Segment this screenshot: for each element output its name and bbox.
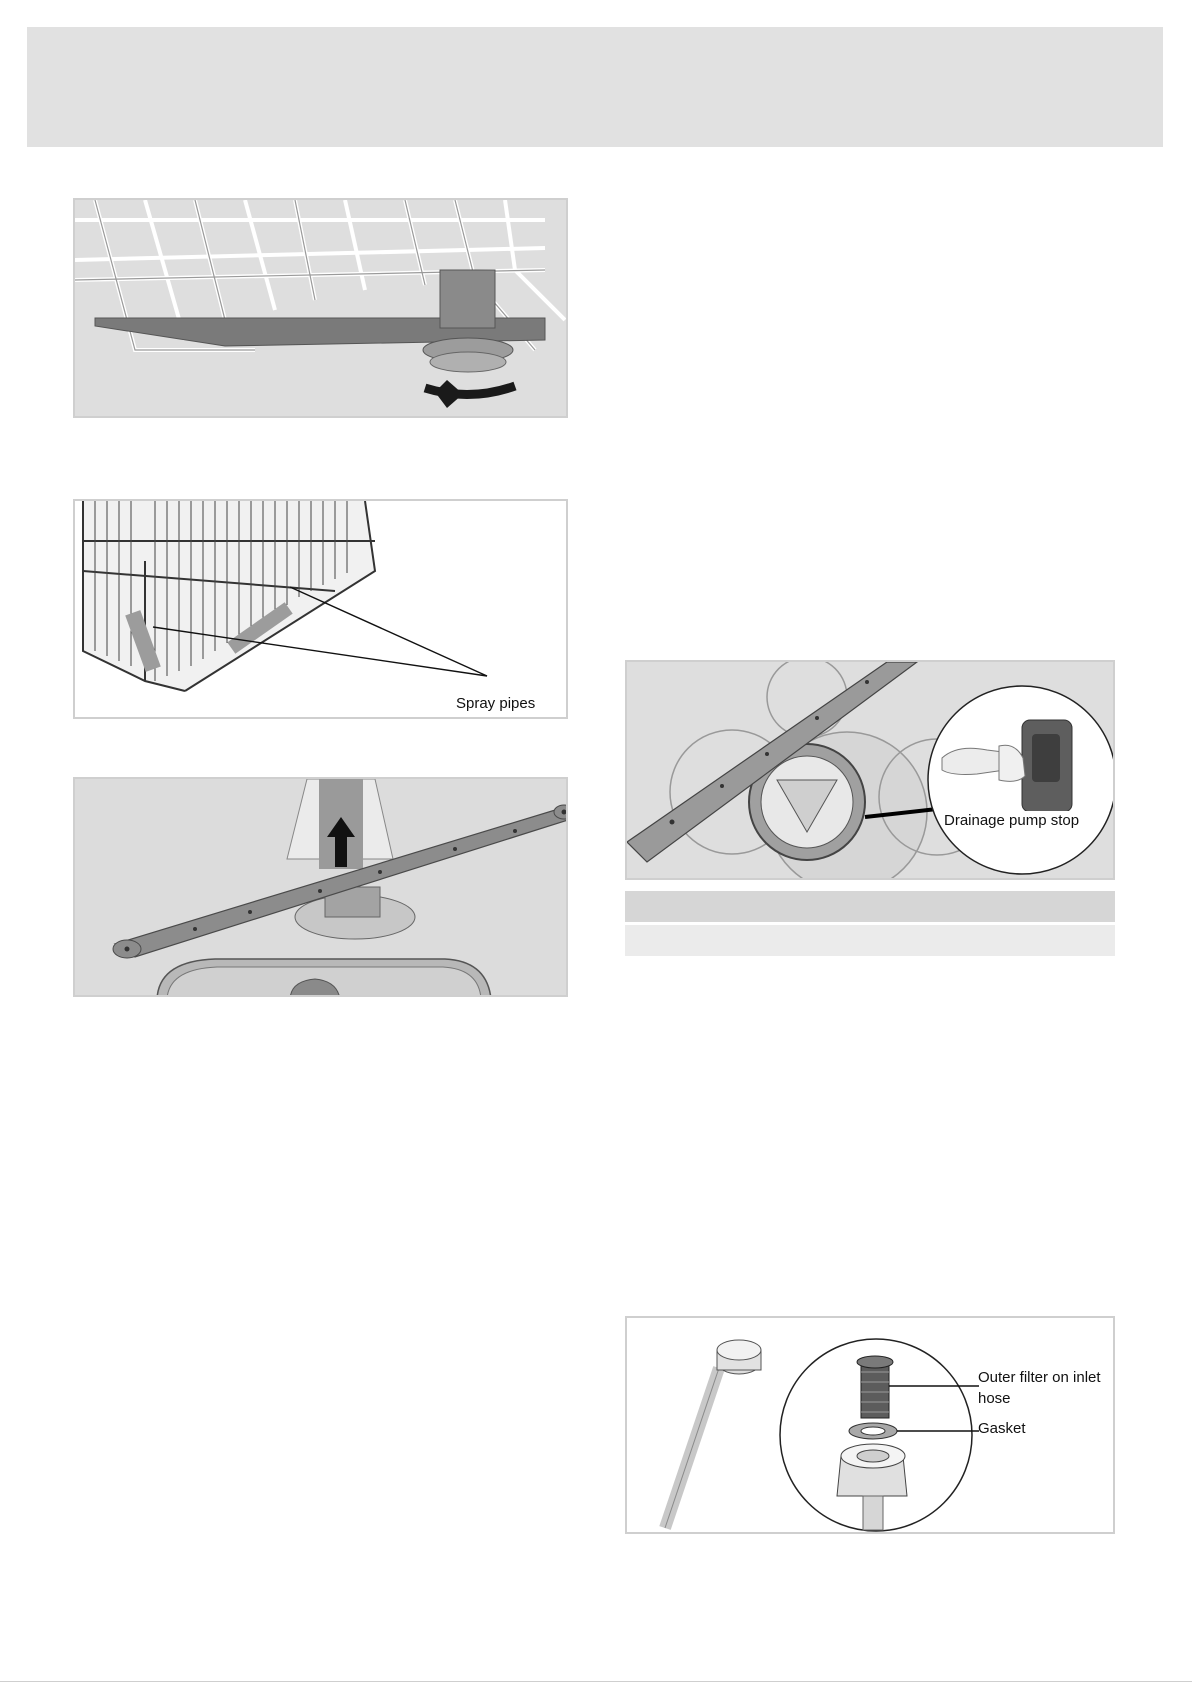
table-header-row [625, 891, 1115, 922]
drainage-pump-stop-callout: Drainage pump stop [944, 812, 1080, 829]
figure-inlet-hose-filter [625, 1316, 1115, 1534]
footer-rule [0, 1681, 1192, 1682]
inlet-hose-filter-illustration [627, 1318, 1115, 1534]
rack-spray-pipes-illustration [75, 501, 568, 719]
header-band [27, 27, 1163, 147]
lower-spray-arm-illustration [75, 779, 568, 997]
upper-spray-arm-illustration [75, 200, 568, 418]
figure-lower-spray-arm-removal [73, 777, 568, 997]
figure-rack-spray-pipes [73, 499, 568, 719]
figure-upper-spray-arm-rotation [73, 198, 568, 418]
outer-filter-callout-line1: Outer filter on inlet [978, 1369, 1101, 1386]
gasket-callout: Gasket [978, 1420, 1026, 1437]
figure-drainage-pump [625, 660, 1115, 880]
outer-filter-callout-line2: hose [978, 1390, 1011, 1407]
spray-pipes-callout: Spray pipes [456, 695, 536, 712]
drainage-pump-illustration [627, 662, 1115, 880]
table-row [625, 925, 1115, 956]
